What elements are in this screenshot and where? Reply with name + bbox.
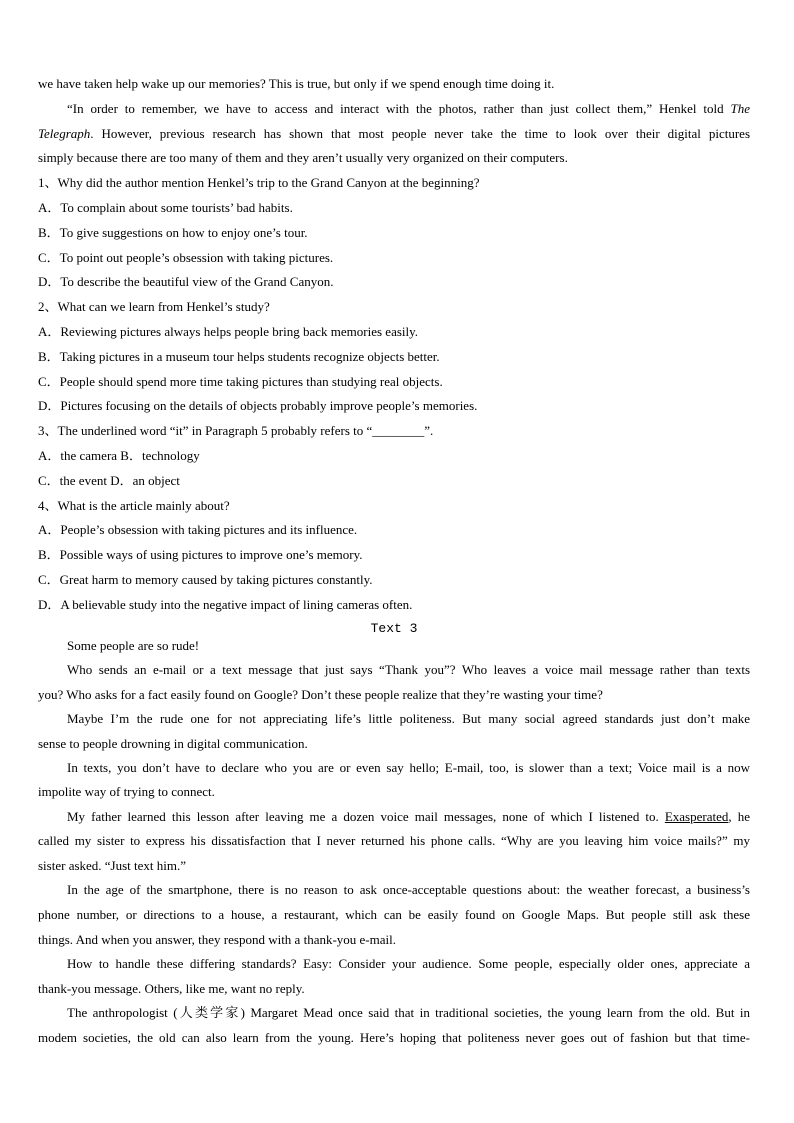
text-span: modem societies, the old can also learn from the young. Here’s hoping that politeness never goes out of fashion but that time-: [38, 1030, 750, 1046]
text-line: [38, 980, 750, 1004]
text-line: [38, 447, 750, 472]
text-line: [38, 546, 750, 571]
text-line: [38, 686, 750, 710]
text-line: [38, 100, 750, 118]
text-span: Who sends an e-mail or a text message that just says “Thank you”? Who leaves a voice mail message rather than texts: [67, 661, 750, 677]
text-span: called my sister to express his dissatisfaction that I never returned his phone calls. “Why are you leaving him voice mails?” my: [38, 833, 750, 849]
text-line: [38, 298, 750, 323]
text-line: [38, 174, 750, 199]
text-span: D．To describe the beautiful view of the Grand Canyon.: [38, 274, 334, 290]
text-span: B．Taking pictures in a museum tour helps students recognize objects better.: [38, 348, 440, 364]
text-span: C．Great harm to memory caused by taking pictures constantly.: [38, 571, 373, 587]
text-line: [38, 397, 750, 422]
text-line: [38, 571, 750, 596]
text-line: [38, 199, 750, 224]
text-span: C．People should spend more time taking pictures than studying real objects.: [38, 373, 443, 389]
text-span: A．Reviewing pictures always helps people bring back memories easily.: [38, 323, 419, 339]
text-line: [38, 906, 750, 924]
text-line: [38, 149, 750, 174]
text-line: [38, 857, 750, 881]
italic-text: The: [730, 100, 750, 116]
underlined-word: Exasperated: [664, 808, 729, 824]
text-span: B．Possible ways of using pictures to improve one’s memory.: [38, 547, 363, 563]
text-span: things. And when you answer, they respond with a thank-you e-mail.: [38, 932, 396, 948]
text-line: [38, 808, 750, 826]
text-line: [38, 1029, 750, 1047]
section-heading: [38, 621, 750, 637]
text-line: [38, 1004, 750, 1022]
text-span: sister asked. “Just text him.”: [38, 858, 187, 874]
text-span: How to handle these differing standards? Easy: Consider your audience. Some people, especially older ones, appreciate a: [67, 956, 750, 972]
text-span: C．the event D．an object: [38, 472, 180, 488]
text-span: we have taken help wake up our memories? This is true, but only if we spend enough time doing it.: [38, 76, 555, 91]
text-line: [38, 224, 750, 249]
text-line: [38, 373, 750, 398]
text-span: A．People’s obsession with taking pictures and its influence.: [38, 522, 358, 538]
text-span: phone number, or directions to a house, a restaurant, which can be easily found on Google Maps. But people still ask these: [38, 907, 750, 923]
text-span: , he: [728, 808, 750, 824]
text-line: [38, 249, 750, 274]
text-line: [38, 735, 750, 759]
text-span: C．To point out people’s obsession with taking pictures.: [38, 249, 334, 265]
text-span: you? Who asks for a fact easily found on Google? Don’t these people realize that they’re wasting your time?: [38, 686, 603, 702]
text-line: [38, 931, 750, 955]
text-span: 2、What can we learn from Henkel’s study?: [38, 299, 270, 315]
document-page: [38, 75, 750, 1054]
text-line: [38, 125, 750, 143]
text-span: sense to people drowning in digital communication.: [38, 735, 308, 751]
text-span: In texts, you don’t have to declare who you are or even say hello; E-mail, too, is slower than a text; Voice mail is a now: [67, 759, 750, 775]
text-line: [38, 75, 750, 100]
text-span: D．A believable study into the negative impact of lining cameras often.: [38, 596, 413, 612]
text-span: A．the camera B．technology: [38, 447, 200, 463]
text-span: The anthropologist (人类学家) Margaret Mead once said that in traditional societies, the young learn from the old. But in: [67, 1005, 750, 1021]
text-span: My father learned this lesson after leaving me a dozen voice mail messages, none of which I listened to.: [67, 808, 665, 824]
text-line: [38, 422, 750, 447]
text-span: impolite way of trying to connect.: [38, 784, 215, 800]
text-span: Text 3: [370, 620, 418, 636]
text-span: In the age of the smartphone, there is no reason to ask once-acceptable questions about: the weather forecast, a business’s: [67, 882, 750, 898]
text-span: Maybe I’m the rude one for not appreciating life’s little politeness. But many social agreed standards just don’t make: [67, 710, 750, 726]
text-line: [38, 832, 750, 850]
text-line: [38, 881, 750, 899]
text-span: 3、The underlined word “it” in Paragraph 5 probably refers to “________”.: [38, 423, 434, 439]
italic-text: Telegraph: [38, 125, 91, 141]
text-span: 1、Why did the author mention Henkel’s trip to the Grand Canyon at the beginning?: [38, 175, 480, 191]
text-span: simply because there are too many of them and they aren’t usually very organized on their computers.: [38, 150, 568, 166]
text-span: A．To complain about some tourists’ bad habits.: [38, 199, 293, 215]
text-span: “In order to remember, we have to access and interact with the photos, rather than just collect them,” Henkel told: [67, 100, 731, 116]
text-span: D．Pictures focusing on the details of objects probably improve people’s memories.: [38, 398, 478, 414]
text-line: [38, 596, 750, 621]
text-line: [38, 710, 750, 728]
text-span: thank-you message. Others, like me, want no reply.: [38, 981, 305, 997]
text-line: [38, 521, 750, 546]
text-line: [38, 637, 750, 661]
text-line: [38, 661, 750, 679]
text-span: . However, previous research has shown that most people never take the time to look over their digital pictures: [90, 125, 750, 141]
text-line: [38, 472, 750, 497]
text-line: [38, 783, 750, 807]
text-line: [38, 348, 750, 373]
text-line: [38, 759, 750, 777]
text-span: 4、What is the article mainly about?: [38, 497, 230, 513]
text-line: [38, 273, 750, 298]
text-line: [38, 497, 750, 522]
text-span: B．To give suggestions on how to enjoy one’s tour.: [38, 224, 308, 240]
text-line: [38, 955, 750, 973]
text-span: Some people are so rude!: [67, 637, 200, 653]
text-line: [38, 323, 750, 348]
